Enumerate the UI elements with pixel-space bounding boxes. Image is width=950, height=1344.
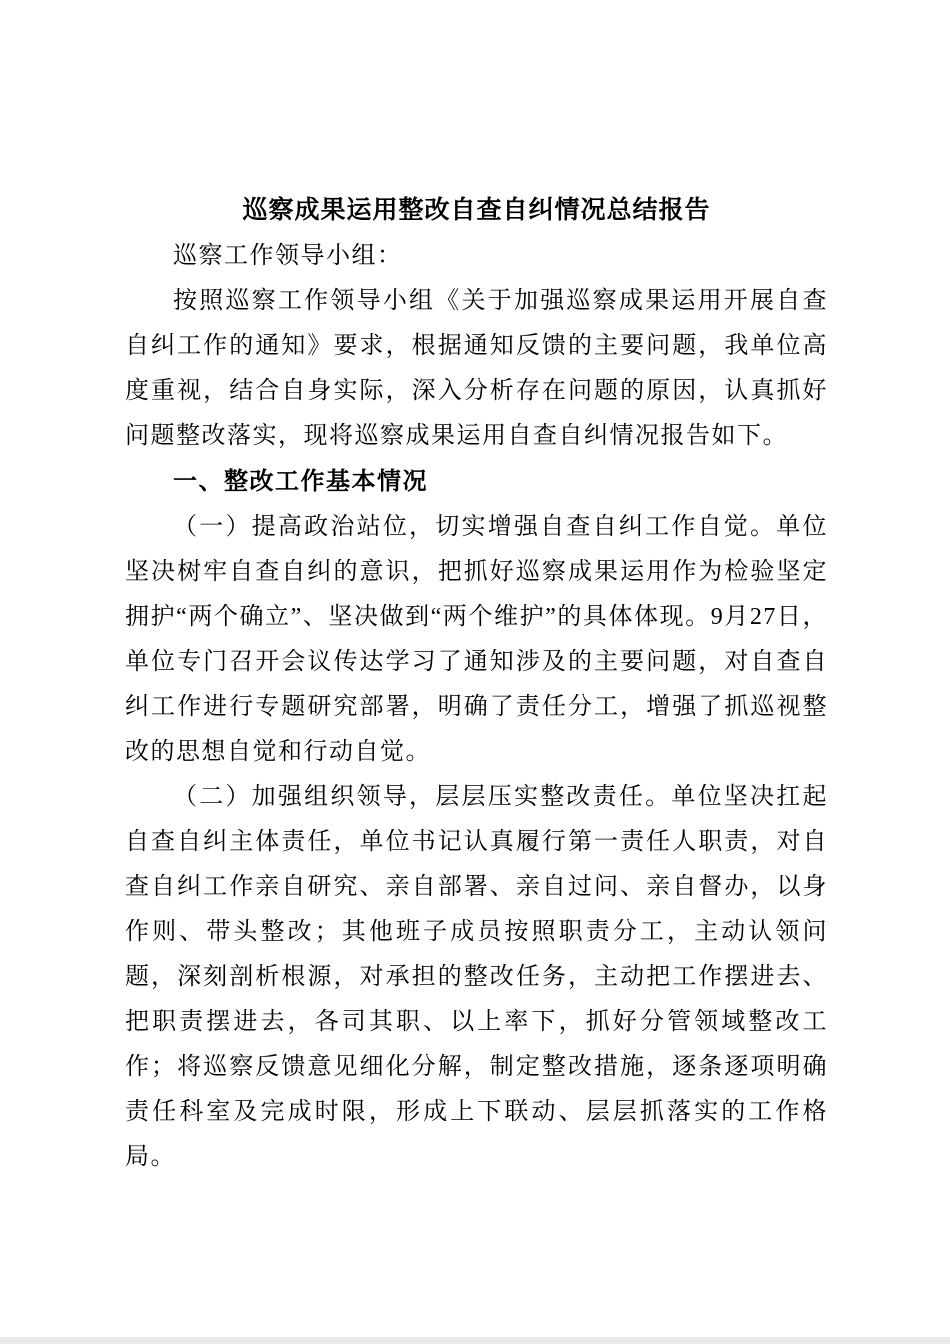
intro-paragraph: 按照巡察工作领导小组《关于加强巡察成果运用开展自查自纠工作的通知》要求，根据通知反馈的主要问题，我单位高度重视，结合自身实际，深入分析存在问题的原因，认真抓好问题整改落实，现将巡察成果运用自查自纠情况报告如下。 [125,288,828,449]
paragraph-1: （一）提高政治站位，切实增强自查自纠工作自觉。单位坚决树牢自查自纠的意识，把抓好巡察成果运用作为检验坚定拥护“两个确立”、坚决做到“两个维护”的具体体现。9月27日，单位专门召开会议传达学习了通知涉及的主要问题，对自查自纠工作进行专题研究部署，明确了责任分工，增强了抓巡视整改的思想自觉和行动自觉。 [125,514,828,765]
section-1-heading: 一、整改工作基本情况 [173,468,428,495]
document-title: 巡察成果运用整改自查自纠情况总结报告 [242,196,711,224]
paragraph-2: （二）加强组织领导，层层压实整改责任。单位坚决扛起自查自纠主体责任，单位书记认真履行第一责任人职责，对自查自纠工作亲自研究、亲自部署、亲自过问、亲自督办，以身作则、带头整改；其他班子成员按照职责分工，主动认领问题，深刻剖析根源，对承担的整改任务，主动把工作摆进去、把职责摆进去，各司其职、以上率下，抓好分管领域整改工作；将巡察反馈意见细化分解，制定整改措施，逐条逐项明确责任科室及完成时限，形成上下联动、层层抓落实的工作格局。 [125,784,828,1170]
salutation-line: 巡察工作领导小组： [173,243,403,269]
